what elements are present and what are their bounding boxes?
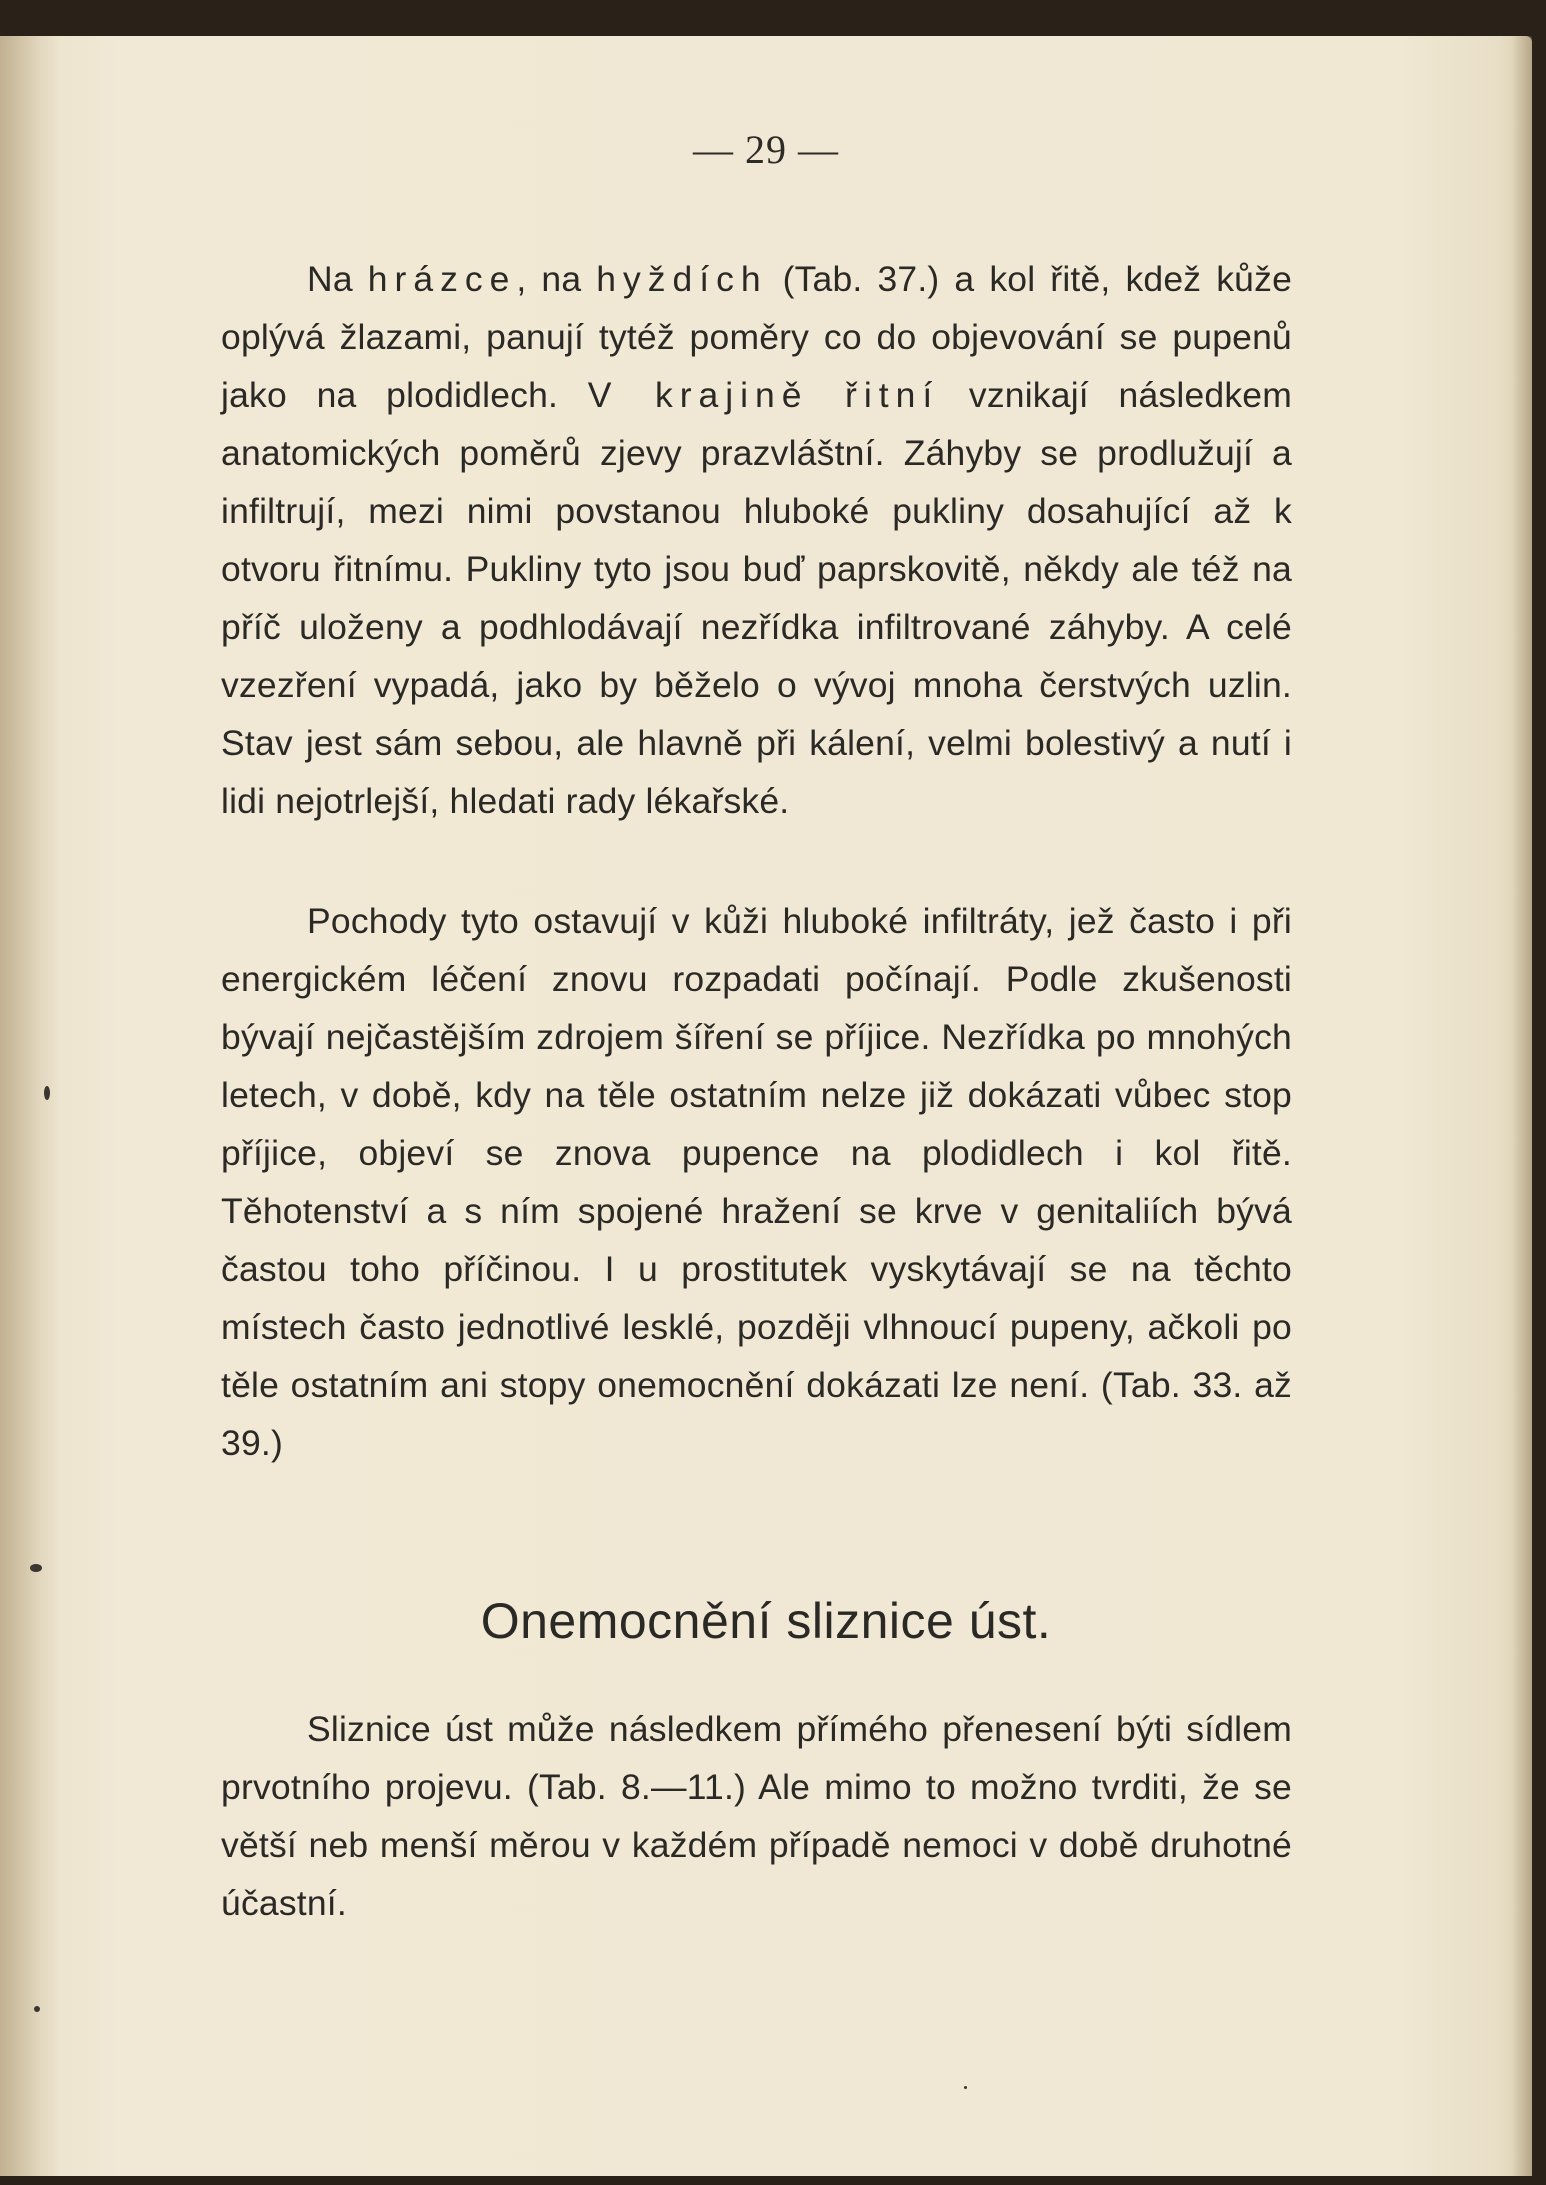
paragraph-2-text: Pochody tyto ostavují v kůži hluboké infiltráty, jež často i při energickém léčení znovu rozpadati počínají. Podle zkušenosti bývají nejčastějším zdrojem šíření se příjice. Nezřídka po mnohých letech, v době, kdy na těle ostatním nelze již dokázati vůbec stop příjice, objeví se znova pupence na plodidlech i kol řitě. Těhotenství a s ním spojené hražení se krve v genitaliích bývá častou toho příčinou. I u prostitutek vyskytávají se na těchto místech často jednotlivé lesklé, později vlhnoucí pupeny, ačkoli po těle ostatním ani stopy onemocnění dokázati lze není. (Tab. 33. až 39.) [221,901,1292,1463]
book-page [0,36,1532,2176]
text-run: vznikají následkem anatomických poměrů zjevy prazvláštní. Záhyby se prodlužují a infiltrují, mezi nimi povstanou hluboké pukliny dosahující až k otvoru řitnímu. Pukliny tyto jsou buď paprskovitě, někdy ale též na příč uloženy a podhlodávají nezřídka infiltrované záhyby. A celé vzezření vypadá, jako by běželo o vývoj mnoha čerstvých uzlin. Stav jest sám sebou, ale hlavně při kálení, velmi bolestivý a nutí i lidi nejotrlejší, hledati rady lékařské. [221,375,1292,821]
margin-speck [30,1564,42,1572]
page-number: — 29 — [693,127,839,172]
spaced-term-hyzdich: hyždích [596,259,768,299]
text-run: , na [516,259,597,299]
paragraph-3-text: Sliznice úst může následkem přímého přenesení býti sídlem prvotního projevu. (Tab. 8.—11.) Ale mimo to možno tvrditi, že se větší neb menší měrou v každém případě nemoci v době druhotné účastní. [221,1709,1292,1923]
text-run: Na [307,259,368,299]
spaced-term-hrazce: hrázce [367,259,517,299]
section-heading: Onemocnění sliznice úst. [480,1593,1052,1649]
text-run: (Tab. 37.) a kol řitě, kdež kůže oplývá žlazami, panují tytéž poměry co do objevování se pupenů jako na plodidlech. [221,259,1293,415]
margin-speck [964,2086,967,2089]
spine-shadow [0,36,60,2176]
page-edge-shadow [1512,36,1532,2176]
paragraph-2 [221,892,1292,1472]
paragraph-3 [221,1700,1292,1932]
spaced-term-krajine-ritni: V krajině řitní [587,375,940,415]
paragraph-1 [221,250,1292,830]
margin-speck [44,1086,50,1100]
margin-speck [34,2006,40,2012]
